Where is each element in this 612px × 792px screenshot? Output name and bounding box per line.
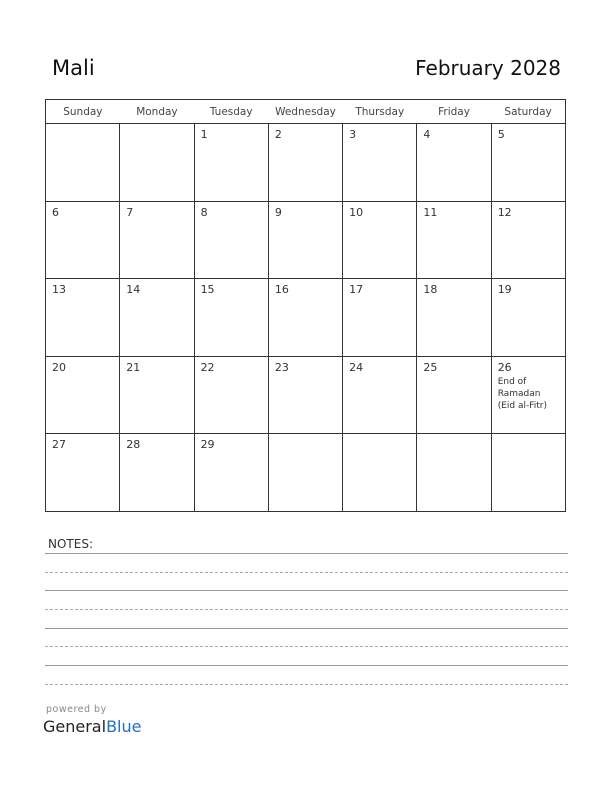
- day-cell: [120, 356, 194, 434]
- day-cell: [194, 356, 268, 434]
- day-number: 17: [349, 283, 364, 297]
- day-number: 6: [52, 205, 59, 219]
- day-cell: [46, 124, 120, 202]
- month-year-title: February 2028: [415, 56, 561, 80]
- day-cell: [268, 201, 342, 279]
- generalblue-logo: [43, 717, 141, 736]
- day-number: 11: [423, 205, 438, 219]
- day-cell: [491, 279, 565, 357]
- notes-line: [45, 628, 568, 629]
- day-number: 26: [497, 360, 512, 374]
- weekday-header: Monday: [120, 100, 194, 124]
- day-cell: [120, 201, 194, 279]
- week-row: [46, 201, 566, 279]
- brand-blue: Blue: [106, 717, 142, 736]
- day-cell: [268, 124, 342, 202]
- day-cell: [194, 124, 268, 202]
- day-cell: [491, 356, 565, 434]
- day-number: 12: [497, 205, 512, 219]
- day-cell: [46, 201, 120, 279]
- weekday-header: Tuesday: [194, 100, 268, 124]
- notes-line: [45, 590, 568, 591]
- day-cell: [417, 356, 491, 434]
- day-number: 20: [52, 360, 66, 374]
- weekday-header: Friday: [417, 100, 491, 124]
- day-cell: [194, 279, 268, 357]
- weekday-header: Thursday: [343, 100, 417, 124]
- day-number: 18: [423, 283, 438, 297]
- day-number: 29: [200, 438, 215, 452]
- day-number: 5: [497, 128, 505, 141]
- day-cell: [194, 434, 268, 512]
- day-cell: [417, 124, 491, 202]
- day-number: 25: [423, 360, 438, 374]
- day-number: 8: [200, 205, 208, 219]
- notes-line: [45, 684, 568, 685]
- day-cell: [120, 124, 194, 202]
- day-cell: [268, 434, 342, 512]
- notes-label: NOTES:: [48, 537, 93, 551]
- notes-line: [45, 665, 568, 666]
- weekday-header-row: [46, 100, 566, 124]
- day-cell: [46, 356, 120, 434]
- weekday-header: Saturday: [491, 100, 565, 124]
- day-cell: [120, 279, 194, 357]
- day-number: 28: [126, 438, 141, 452]
- day-cell: [268, 356, 342, 434]
- day-number: 19: [497, 283, 512, 297]
- weekday-header: Sunday: [46, 100, 120, 124]
- country-title: Mali: [52, 56, 95, 80]
- day-cell: [417, 434, 491, 512]
- notes-line: [45, 553, 568, 554]
- day-cell: [343, 201, 417, 279]
- day-number: 21: [126, 360, 141, 374]
- day-cell: [343, 356, 417, 434]
- day-cell: [343, 279, 417, 357]
- day-cell: [46, 279, 120, 357]
- calendar-grid: [45, 99, 566, 512]
- day-number: 22: [200, 360, 215, 374]
- day-cell: [417, 279, 491, 357]
- day-number: 1: [200, 128, 208, 141]
- day-number: 27: [52, 438, 66, 452]
- day-cell: [343, 124, 417, 202]
- day-number: 4: [423, 128, 431, 141]
- day-cell: [491, 201, 565, 279]
- day-number: 9: [274, 205, 282, 219]
- week-row: [46, 356, 566, 434]
- day-number: 13: [52, 283, 66, 297]
- day-number: 10: [349, 205, 364, 219]
- notes-line: [45, 646, 568, 647]
- day-cell: [491, 124, 565, 202]
- day-number: 2: [274, 128, 282, 141]
- day-cell: [343, 434, 417, 512]
- day-cell: [194, 201, 268, 279]
- day-number: 23: [274, 360, 289, 374]
- day-cell: [417, 201, 491, 279]
- day-cell: [268, 279, 342, 357]
- day-number: 3: [349, 128, 357, 141]
- brand-general: General: [43, 717, 107, 736]
- day-cell: [120, 434, 194, 512]
- day-number: 16: [274, 283, 289, 297]
- holiday-event: End of Ramadan (Eid al-Fitr): [497, 376, 547, 411]
- week-row: [46, 279, 566, 357]
- day-cell: [46, 434, 120, 512]
- day-number: 7: [126, 205, 134, 219]
- powered-by-text: powered by: [46, 704, 107, 715]
- week-row: [46, 124, 566, 202]
- day-number: 24: [349, 360, 364, 374]
- week-row: [46, 434, 566, 512]
- weekday-header: Wednesday: [268, 100, 342, 124]
- day-number: 14: [126, 283, 141, 297]
- notes-line: [45, 572, 568, 573]
- notes-line: [45, 609, 568, 610]
- day-cell: [491, 434, 565, 512]
- day-number: 15: [200, 283, 215, 297]
